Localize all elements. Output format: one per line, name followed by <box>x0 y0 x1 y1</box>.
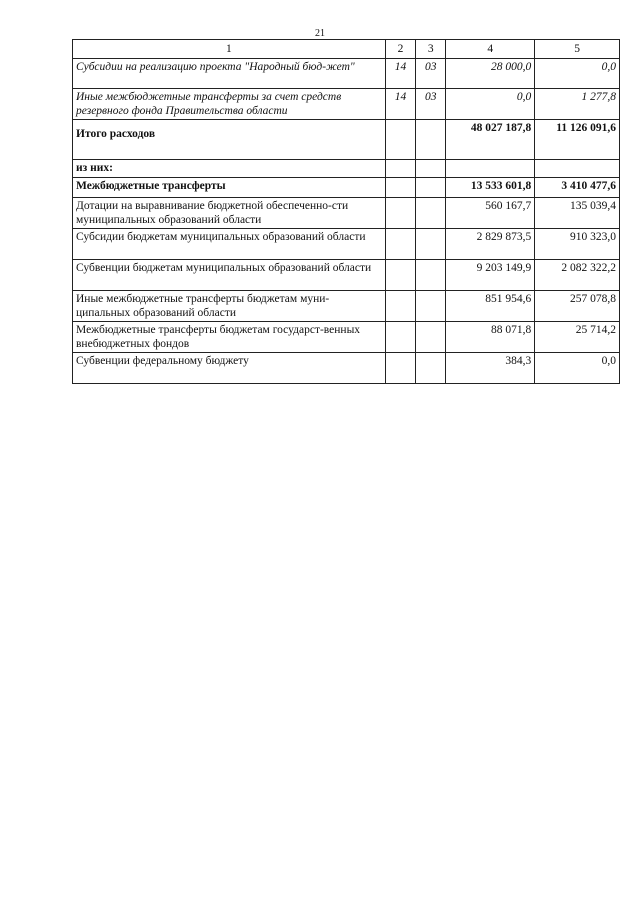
table-row <box>73 178 620 198</box>
row-value-plan: 384,3 <box>446 353 535 384</box>
page-number: 21 <box>315 28 325 39</box>
row-section <box>385 291 415 322</box>
table-row <box>73 229 620 260</box>
row-value-fact: 0,0 <box>535 59 620 89</box>
row-value-fact: 910 323,0 <box>535 229 620 260</box>
row-subsection <box>416 291 446 322</box>
table-row <box>73 59 620 89</box>
row-subsection: 03 <box>416 89 446 120</box>
row-section <box>385 260 415 291</box>
header-cell: 1 <box>73 40 386 59</box>
row-value-fact: 3 410 477,6 <box>535 178 620 198</box>
row-section <box>385 198 415 229</box>
row-subsection <box>416 260 446 291</box>
table-row <box>73 322 620 353</box>
row-name: Межбюджетные трансферты бюджетам государст-венных внебюджетных фондов <box>73 322 386 353</box>
row-subsection <box>416 353 446 384</box>
row-name: Субвенции федеральному бюджету <box>73 353 386 384</box>
row-name: Субсидии бюджетам муниципальных образований области <box>73 229 386 260</box>
row-subsection <box>416 160 446 178</box>
row-value-plan <box>446 160 535 178</box>
table-header-row <box>73 40 620 59</box>
row-section <box>385 353 415 384</box>
row-value-fact: 25 714,2 <box>535 322 620 353</box>
row-value-fact <box>535 160 620 178</box>
row-value-plan: 13 533 601,8 <box>446 178 535 198</box>
table-row <box>73 89 620 120</box>
row-subsection <box>416 120 446 160</box>
row-section <box>385 120 415 160</box>
header-cell: 4 <box>446 40 535 59</box>
table-row <box>73 260 620 291</box>
row-value-plan: 48 027 187,8 <box>446 120 535 160</box>
row-value-fact: 2 082 322,2 <box>535 260 620 291</box>
row-subsection <box>416 198 446 229</box>
row-section: 14 <box>385 59 415 89</box>
table-row <box>73 198 620 229</box>
row-name: Итого расходов <box>73 120 386 160</box>
row-value-fact: 0,0 <box>535 353 620 384</box>
table-row-total <box>73 120 620 160</box>
table-row <box>73 291 620 322</box>
row-section: 14 <box>385 89 415 120</box>
header-cell: 5 <box>535 40 620 59</box>
row-subsection <box>416 178 446 198</box>
row-name: Дотации на выравнивание бюджетной обеспеченно-сти муниципальных образований области <box>73 198 386 229</box>
header-cell: 3 <box>416 40 446 59</box>
budget-table <box>72 39 620 384</box>
row-subsection <box>416 229 446 260</box>
row-name: Межбюджетные трансферты <box>73 178 386 198</box>
row-subsection <box>416 322 446 353</box>
row-value-fact: 1 277,8 <box>535 89 620 120</box>
row-value-fact: 135 039,4 <box>535 198 620 229</box>
row-name: Субсидии на реализацию проекта "Народный бюд-жет" <box>73 59 386 89</box>
row-value-plan: 0,0 <box>446 89 535 120</box>
row-value-fact: 257 078,8 <box>535 291 620 322</box>
row-value-plan: 2 829 873,5 <box>446 229 535 260</box>
table-row <box>73 160 620 178</box>
row-section <box>385 322 415 353</box>
row-name: Иные межбюджетные трансферты за счет средств резервного фонда Правительства области <box>73 89 386 120</box>
row-value-plan: 560 167,7 <box>446 198 535 229</box>
table-row <box>73 353 620 384</box>
row-name: Иные межбюджетные трансферты бюджетам муни-ципальных образований области <box>73 291 386 322</box>
row-value-plan: 851 954,6 <box>446 291 535 322</box>
row-section <box>385 160 415 178</box>
header-cell: 2 <box>385 40 415 59</box>
row-value-plan: 28 000,0 <box>446 59 535 89</box>
row-name: из них: <box>73 160 386 178</box>
row-value-plan: 88 071,8 <box>446 322 535 353</box>
row-section <box>385 229 415 260</box>
row-subsection: 03 <box>416 59 446 89</box>
row-name: Субвенции бюджетам муниципальных образований области <box>73 260 386 291</box>
row-section <box>385 178 415 198</box>
row-value-plan: 9 203 149,9 <box>446 260 535 291</box>
row-value-fact: 11 126 091,6 <box>535 120 620 160</box>
